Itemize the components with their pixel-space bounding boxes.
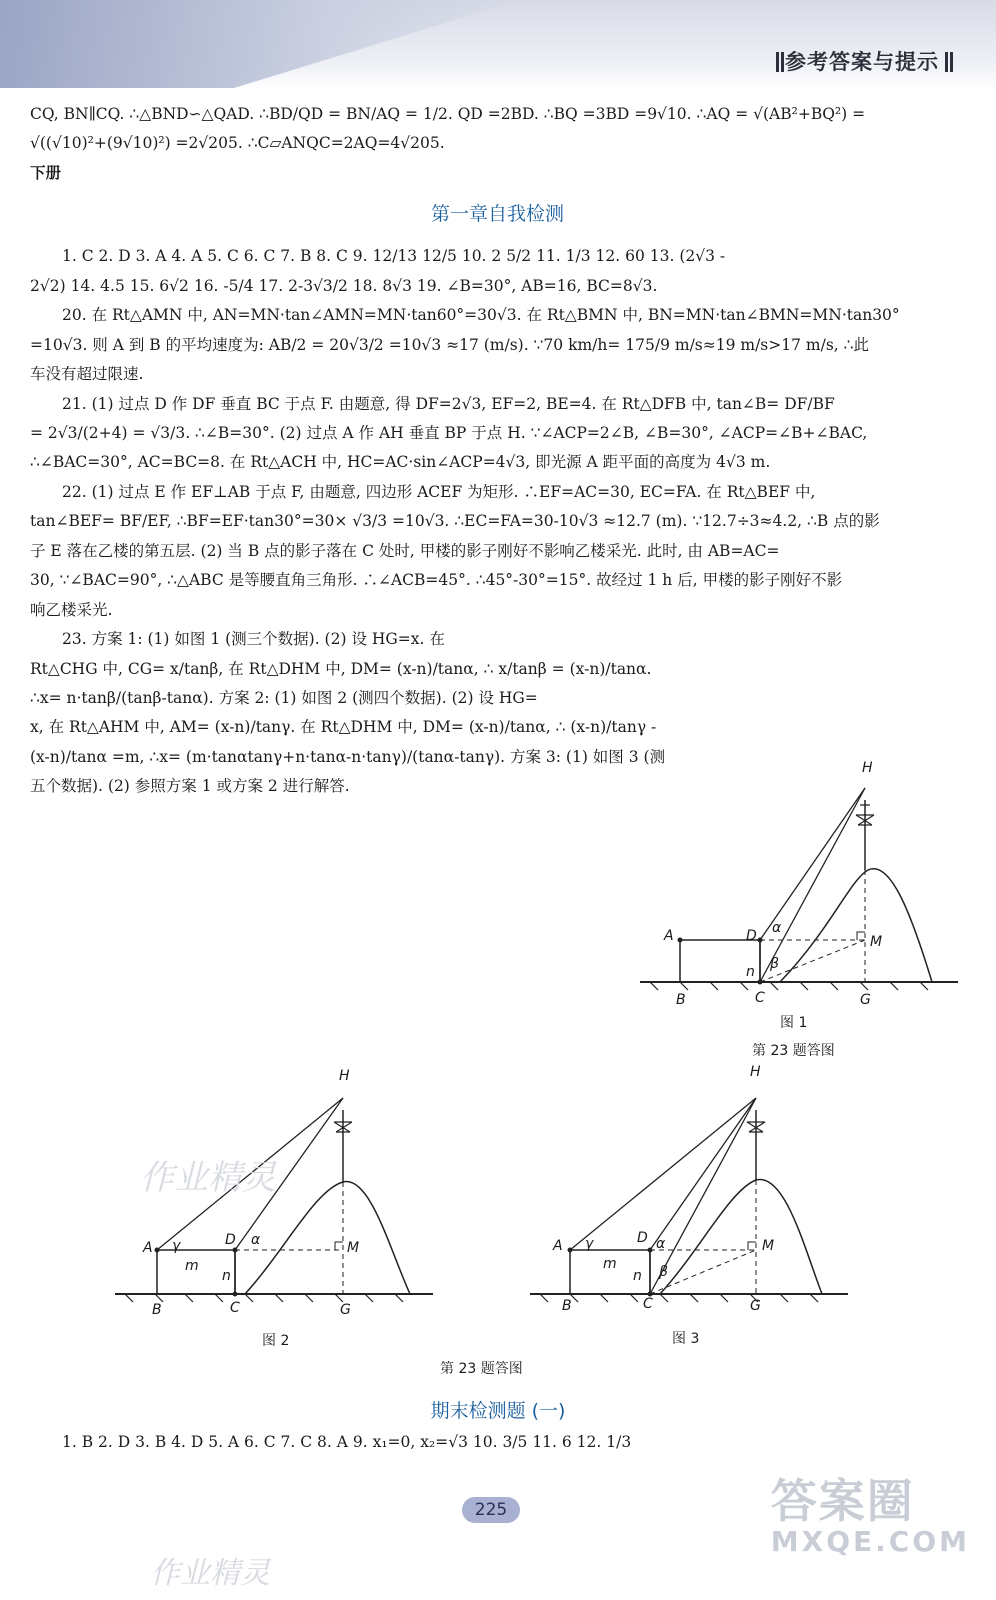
fig3-point-G-label: G [750, 1298, 761, 1314]
solution-line: 22. (1) 过点 E 作 EF⊥AB 于点 F, 由题意, 四边形 ACEF 为矩形. ∴EF=AC=30, EC=FA. 在 Rt△BEF 中, [62, 482, 816, 501]
segment-n-label: n [746, 964, 755, 980]
solution-line: 五个数据). (2) 参照方案 1 或方案 2 进行解答. [30, 777, 350, 796]
solution-line: x, 在 Rt△AHM 中, AM= (x-n)/tanγ. 在 Rt△DHM 中, DM= (x-n)/tanα, ∴ (x-n)/tanγ - [30, 718, 657, 737]
fig2-point-A-label: A [143, 1240, 153, 1256]
fig2-segment-n-label: n [222, 1268, 231, 1284]
page-number: 225 [462, 1497, 520, 1523]
section-label: 下册 [30, 163, 62, 182]
solution-line: = 2√3/(2+4) = √3/3. ∴∠B=30°. (2) 过点 A 作 AH 垂直 BP 于点 H. ∵∠ACP=2∠B, ∠B=30°, ∠ACP=∠B+∠BAC, [30, 424, 868, 443]
answer-line: 2√2) 14. 4.5 15. 6√2 16. -5/4 17. 2-3√3/2 18. 8√3 19. ∠B=30°, AB=16, BC=8√3. [30, 276, 658, 295]
fig2-point-D-label: D [225, 1232, 236, 1248]
fig2-point-B-label: B [152, 1302, 162, 1318]
figure-1-diagram [640, 760, 960, 1010]
fig2-point-H-label: H [339, 1068, 350, 1084]
point-H-label: H [862, 760, 873, 776]
solution-line: (x-n)/tanα =m, ∴x= (m·tanαtanγ+n·tanα-n·tanγ)/(tanα-tanγ). 方案 3: (1) 如图 3 (测 [30, 747, 666, 766]
watermark-figure: 作业精灵 [140, 1158, 276, 1198]
point-B-label: B [676, 992, 686, 1008]
figure-3-diagram [530, 1080, 850, 1310]
fig2-point-M-label: M [347, 1240, 360, 1256]
solution-line: Rt△CHG 中, CG= x/tanβ, 在 Rt△DHM 中, DM= (x-n)/tanα, ∴ x/tanβ = (x-n)/tanα. [30, 659, 652, 678]
point-G-label: G [860, 992, 871, 1008]
solution-line: 20. 在 Rt△AMN 中, AN=MN·tan∠AMN=MN·tan60°=30√3. 在 Rt△BMN 中, BN=MN·tan∠BMN=MN·tan30° [62, 306, 900, 325]
figure-3-label: 图 3 [672, 1331, 700, 1347]
fig3-angle-beta-label: β [659, 1264, 668, 1280]
solution-line: tan∠BEF= BF/EF, ∴BF=EF·tan30°=30× √3/3 =10√3. ∴EC=FA=30-10√3 ≈12.7 (m). ∵12.7÷3≈4.2, ∴B 点的影 [30, 512, 880, 531]
fig3-point-H-label: H [750, 1064, 761, 1080]
page-content [30, 100, 965, 802]
point-C-label: C [755, 990, 765, 1006]
point-A-label: A [664, 928, 674, 944]
watermark-main: 答案圈 [770, 1474, 915, 1528]
fig3-point-M-label: M [762, 1238, 775, 1254]
watermark-url: MXQE.COM [770, 1525, 970, 1558]
figure-2-label: 图 2 [262, 1333, 290, 1349]
solution-line: 响乙楼采光. [30, 600, 113, 619]
point-D-label: D [746, 928, 757, 944]
answer-line-final: 1. B 2. D 3. B 4. D 5. A 6. C 7. C 8. A 9. x₁=0, x₂=√3 10. 3/5 11. 6 12. 1/3 [62, 1433, 632, 1451]
watermark-bottom-left: 作业精灵 [150, 1556, 270, 1591]
watermark-logo [770, 1474, 970, 1558]
figure-23-caption: 第 23 题答图 [440, 1361, 523, 1377]
fig3-segment-n-label: n [633, 1268, 642, 1284]
solution-line: 21. (1) 过点 D 作 DF 垂直 BC 于点 F. 由题意, 得 DF=2√3, EF=2, BE=4. 在 Rt△DFB 中, tan∠B= DF/BF [62, 394, 835, 413]
section-heading-final: 期末检测题 (一) [430, 1400, 566, 1422]
angle-beta-label: β [770, 956, 779, 972]
fig3-point-A-label: A [553, 1238, 563, 1254]
solution-line: 子 E 落在乙楼的第五层. (2) 当 B 点的影子落在 C 处时, 甲楼的影子刚好不影响乙楼采光. 此时, 由 AB=AC= [30, 541, 780, 560]
solution-line: 23. 方案 1: (1) 如图 1 (测三个数据). (2) 设 HG=x. 在 [62, 630, 445, 649]
fig2-angle-gamma-label: γ [172, 1238, 181, 1254]
text-line: CQ, BN∥CQ. ∴△BND∽△QAD. ∴BD/QD = BN/AQ = 1/2. QD =2BD. ∴BQ =3BD =9√10. ∴AQ = √(AB²+BQ²) = [30, 105, 866, 123]
fig3-angle-gamma-label: γ [585, 1236, 594, 1252]
header-title: 参考答案与提示 [770, 46, 954, 76]
fig2-point-G-label: G [340, 1302, 351, 1318]
fig2-angle-alpha-label: α [251, 1232, 261, 1248]
q23-text-block [30, 625, 666, 802]
figure-1-label: 图 1 [780, 1015, 808, 1031]
figure-1-caption: 第 23 题答图 [752, 1043, 835, 1059]
solution-line: =10√3. 则 A 到 B 的平均速度为: AB/2 = 20√3/2 =10√3 ≈17 (m/s). ∵70 km/h= 175/9 m/s≈19 m/s>17 m/s, ∴此 [30, 335, 869, 354]
fig3-angle-alpha-label: α [656, 1236, 666, 1252]
solution-line: 车没有超过限速. [30, 365, 144, 384]
solution-line: 30, ∵∠BAC=90°, ∴△ABC 是等腰直角三角形. ∴∠ACB=45°. ∴45°-30°=15°. 故经过 1 h 后, 甲楼的影子刚好不影 [30, 571, 843, 590]
solution-line: ∴x= n·tanβ/(tanβ-tanα). 方案 2: (1) 如图 2 (测四个数据). (2) 设 HG= [30, 688, 538, 707]
fig3-point-D-label: D [637, 1230, 648, 1246]
text-line: √((√10)²+(9√10)²) =2√205. ∴C▱ANQC=2AQ=4√205. [30, 134, 445, 153]
section-heading: 第一章自我检测 [430, 203, 564, 226]
fig2-point-C-label: C [230, 1300, 240, 1316]
fig2-segment-m-label: m [185, 1258, 199, 1274]
angle-alpha-label: α [772, 920, 782, 936]
point-M-label: M [870, 934, 883, 950]
fig3-segment-m-label: m [603, 1256, 617, 1272]
header-band [0, 0, 996, 90]
fig3-point-C-label: C [643, 1296, 653, 1312]
solution-line: ∴∠BAC=30°, AC=BC=8. 在 Rt△ACH 中, HC=AC·sin∠ACP=4√3, 即光源 A 距平面的高度为 4√3 m. [30, 453, 771, 472]
fig3-point-B-label: B [562, 1298, 572, 1314]
answer-line: 1. C 2. D 3. A 4. A 5. C 6. C 7. B 8. C 9. 12/13 12/5 10. 2 5/2 11. 1/3 12. 60 13. (2√3 - [62, 247, 726, 266]
